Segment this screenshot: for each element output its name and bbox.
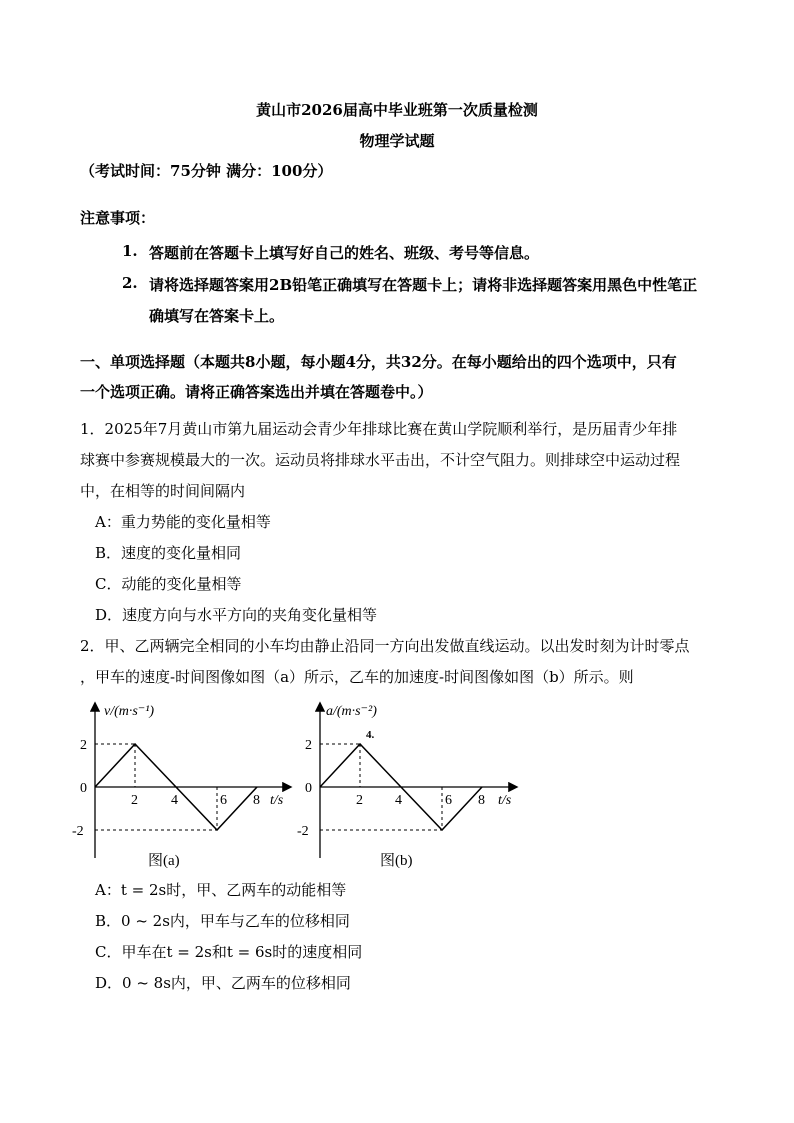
question-text: 1．2025年7月黄山市第九届运动会青少年排球比赛在黄山学院顺利举行，是历届青少年排 [80,420,678,438]
option-a: A：重力势能的变化量相等 [95,513,271,531]
option-d: D．速度方向与水平方向的夹角变化量相等 [95,606,378,624]
velocity-time-graph-a [70,698,310,873]
exam-subtitle: 物理学试题 [359,132,435,150]
y-tick-label: 2 [80,738,87,753]
note-number: 1. [122,242,138,260]
note-item: 答题前在答题卡上填写好自己的姓名、班级、考号等信息。 [149,244,540,262]
note-number: 2. [122,274,138,292]
question-text: ，甲车的速度-时间图像如图（a）所示，乙车的加速度-时间图像如图（b）所示。则 [80,668,634,686]
note-item-continuation: 确填写在答案卡上。 [149,307,285,325]
x-tick-label: 6 [220,793,227,808]
exam-title: 黄山市2026届高中毕业班第一次质量检测 [256,101,538,119]
x-axis-label: t/s [270,793,284,808]
option-c: C．动能的变化量相等 [95,575,242,593]
notes-heading: 注意事项： [80,209,156,227]
annotation-mark: 4. [366,729,375,741]
x-tick-label: 4 [171,793,178,808]
exam-info: （考试时间：75分钟 满分：100分） [80,162,333,180]
y-tick-label: -2 [72,824,84,839]
section-heading-continuation: 一个选项正确。请将正确答案选出并填在答题卷中。） [80,383,433,401]
question-text: 球赛中参赛规模最大的一次。运动员将排球水平击出，不计空气阻力。则排球空中运动过程 [80,451,681,469]
option-b: B．速度的变化量相同 [95,544,242,562]
option-a: A：t = 2s时，甲、乙两车的动能相等 [95,881,347,899]
y-axis-label: a/(m·s⁻²) [326,704,377,719]
y-tick-label: -2 [297,824,309,839]
y-tick-label: 2 [305,738,312,753]
x-tick-label: 2 [131,793,138,808]
option-d: D．0 ~ 8s内，甲、乙两车的位移相同 [95,974,351,992]
question-text: 2．甲、乙两辆完全相同的小车均由静止沿同一方向出发做直线运动。以出发时刻为计时零点 [80,637,690,655]
x-axis-label: t/s [498,793,512,808]
x-tick-label: 8 [253,793,260,808]
section-heading: 一、单项选择题（本题共8小题，每小题4分，共32分。在每小题给出的四个选项中，只有 [80,353,677,371]
note-item: 请将选择题答案用2B铅笔正确填写在答题卡上；请将非选择题答案用黑色中性笔正 [149,276,698,294]
y-axis-label: v/(m·s⁻¹) [104,704,155,719]
y-tick-label: 0 [305,781,312,796]
x-tick-label: 8 [478,793,485,808]
acceleration-time-graph-b [294,698,534,873]
question-text: 中，在相等的时间间隔内 [80,482,246,500]
x-tick-label: 2 [356,793,363,808]
y-tick-label: 0 [80,781,87,796]
x-tick-label: 4 [395,793,402,808]
figure-caption: 图(a) [148,853,180,869]
figure-caption: 图(b) [380,853,413,869]
option-b: B．0 ~ 2s内，甲车与乙车的位移相同 [95,912,350,930]
option-c: C．甲车在t = 2s和t = 6s时的速度相同 [95,943,363,961]
x-tick-label: 6 [445,793,452,808]
